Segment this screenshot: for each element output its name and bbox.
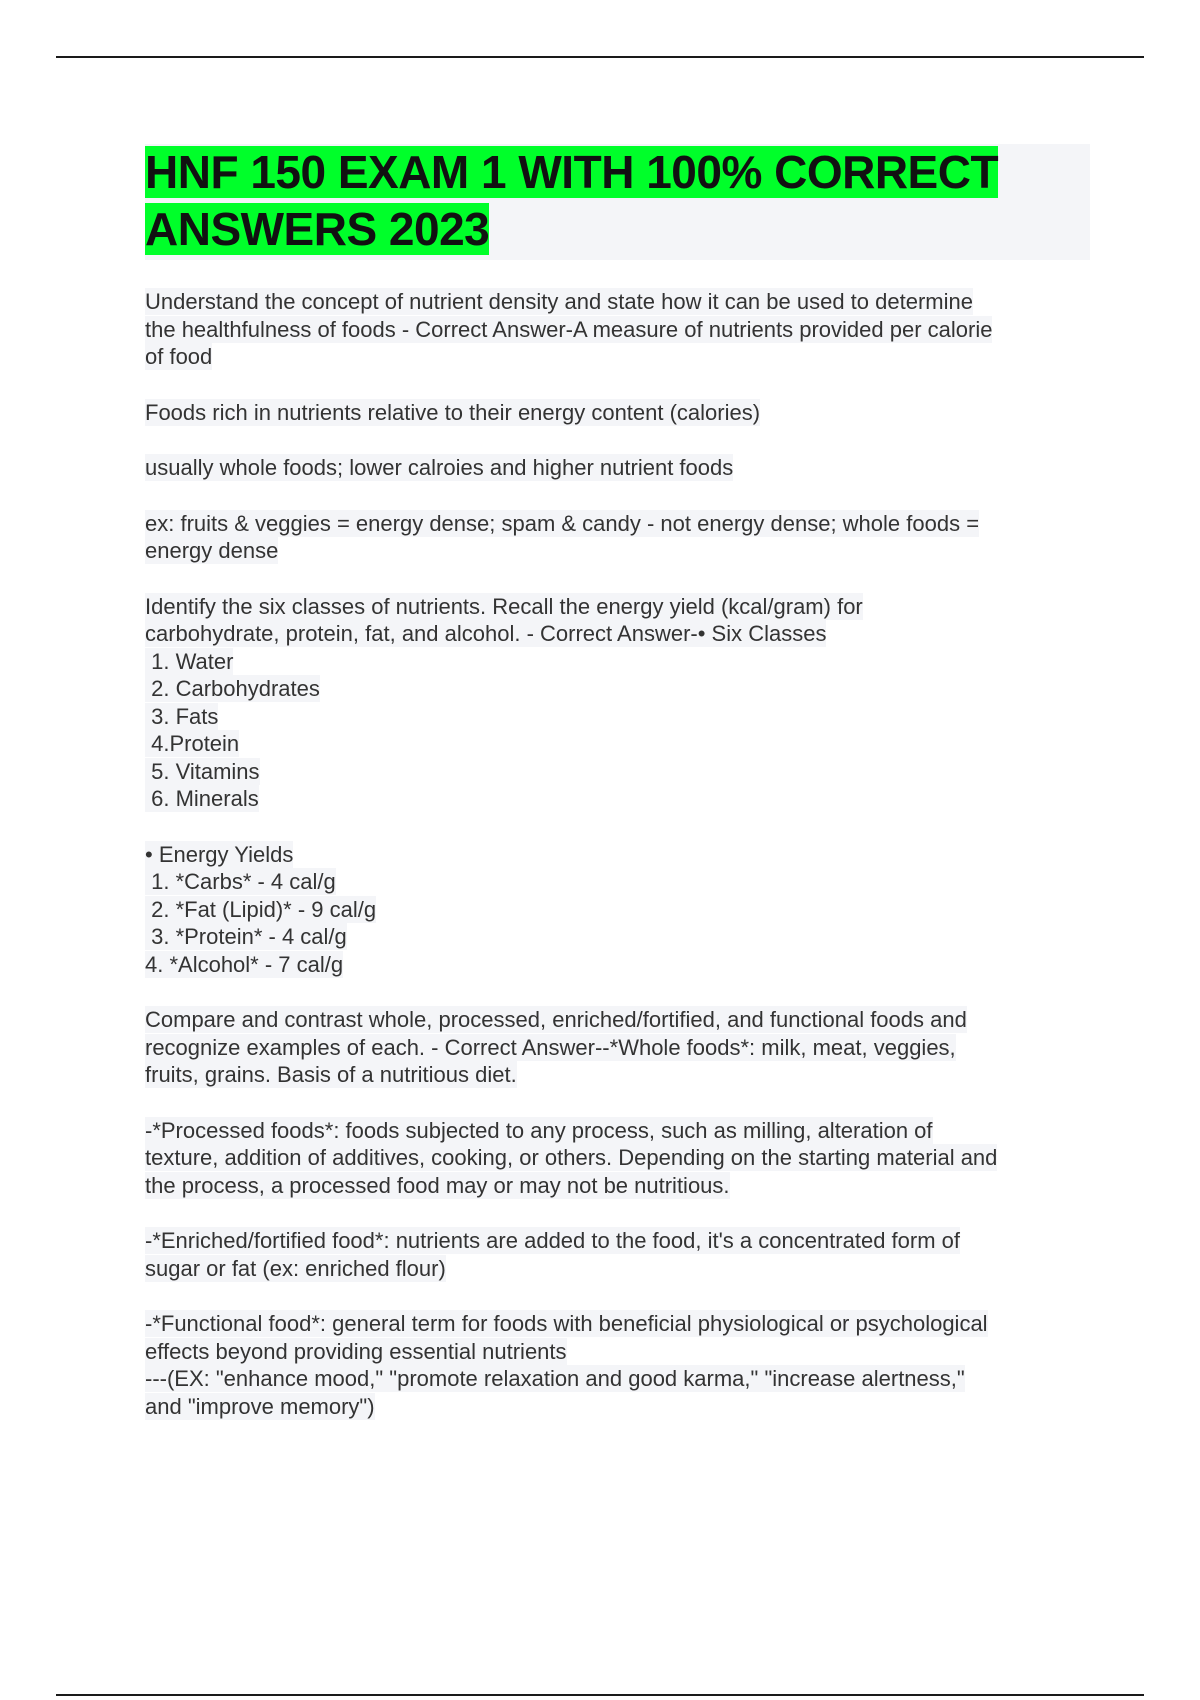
paragraph-line: texture, addition of additives, cooking, or others. Depending on the starting material and	[145, 1145, 998, 1170]
title-block	[145, 144, 1090, 260]
bottom-rule	[56, 1694, 1144, 1696]
paragraph-line: Compare and contrast whole, processed, enriched/fortified, and functional foods and	[145, 1007, 967, 1032]
paragraph	[145, 510, 1090, 565]
paragraph-line: recognize examples of each. - Correct Answer--*Whole foods*: milk, meat, veggies,	[145, 1034, 956, 1060]
paragraph-line: energy dense	[145, 538, 279, 563]
paragraph-line: -*Functional food*: general term for foods with beneficial physiological or psychological	[145, 1311, 988, 1336]
paragraph	[145, 1310, 1090, 1420]
paragraph-line: ex: fruits & veggies = energy dense; spam & candy - not energy dense; whole foods =	[145, 510, 980, 536]
paragraph-line: Identify the six classes of nutrients. Recall the energy yield (kcal/gram) for	[145, 593, 863, 619]
paragraph-line: fruits, grains. Basis of a nutritious diet.	[145, 1062, 517, 1087]
paragraph-line: and "improve memory")	[145, 1393, 375, 1419]
paragraph-line: 2. *Fat (Lipid)* - 9 cal/g	[145, 896, 377, 922]
paragraph-line: effects beyond providing essential nutrients	[145, 1338, 567, 1364]
paragraph-line: the process, a processed food may or may not be nutritious.	[145, 1172, 730, 1198]
paragraph-line: sugar or fat (ex: enriched flour)	[145, 1255, 446, 1281]
paragraph	[145, 1006, 1090, 1089]
document-title	[145, 144, 1090, 258]
paragraph	[145, 841, 1090, 979]
paragraph-line: Understand the concept of nutrient density and state how it can be used to determine	[145, 289, 973, 314]
paragraph-line: of food	[145, 344, 213, 369]
paragraph-line: 4. *Alcohol* - 7 cal/g	[145, 951, 344, 977]
paragraph-line: usually whole foods; lower calroies and higher nutrient foods	[145, 455, 734, 480]
paragraph-line: 1. *Carbs* - 4 cal/g	[145, 869, 336, 894]
title-line-1: HNF 150 EXAM 1 WITH 100% CORRECT	[145, 146, 999, 198]
document-body	[145, 144, 1090, 1448]
paragraph	[145, 288, 1090, 371]
paragraphs	[145, 288, 1090, 1420]
paragraph-line: -*Enriched/fortified food*: nutrients are added to the food, it's a concentrated form of	[145, 1228, 961, 1253]
paragraph-line: the healthfulness of foods - Correct Answer-A measure of nutrients provided per calorie	[145, 316, 993, 342]
top-rule	[56, 56, 1144, 58]
paragraph-line: -*Processed foods*: foods subjected to any process, such as milling, alteration of	[145, 1117, 933, 1143]
paragraph-line: 6. Minerals	[145, 786, 259, 811]
title-line-2: ANSWERS 2023	[145, 203, 490, 255]
paragraph	[145, 399, 1090, 427]
paragraph-line: 3. Fats	[145, 703, 219, 729]
paragraph-line: 3. *Protein* - 4 cal/g	[145, 924, 347, 949]
paragraph	[145, 1117, 1090, 1200]
paragraph-line: ---(EX: "enhance mood," "promote relaxation and good karma," "increase alertness,"	[145, 1366, 965, 1391]
paragraph-line: carbohydrate, protein, fat, and alcohol. - Correct Answer-• Six Classes	[145, 621, 827, 646]
paragraph-line: 4.Protein	[145, 731, 240, 756]
paragraph	[145, 454, 1090, 482]
paragraph-line: 5. Vitamins	[145, 758, 260, 784]
paragraph-line: 2. Carbohydrates	[145, 676, 320, 701]
paragraph-line: • Energy Yields	[145, 841, 294, 867]
paragraph	[145, 1227, 1090, 1282]
paragraph	[145, 593, 1090, 813]
paragraph-line: Foods rich in nutrients relative to their energy content (calories)	[145, 399, 761, 425]
paragraph-line: 1. Water	[145, 648, 234, 674]
